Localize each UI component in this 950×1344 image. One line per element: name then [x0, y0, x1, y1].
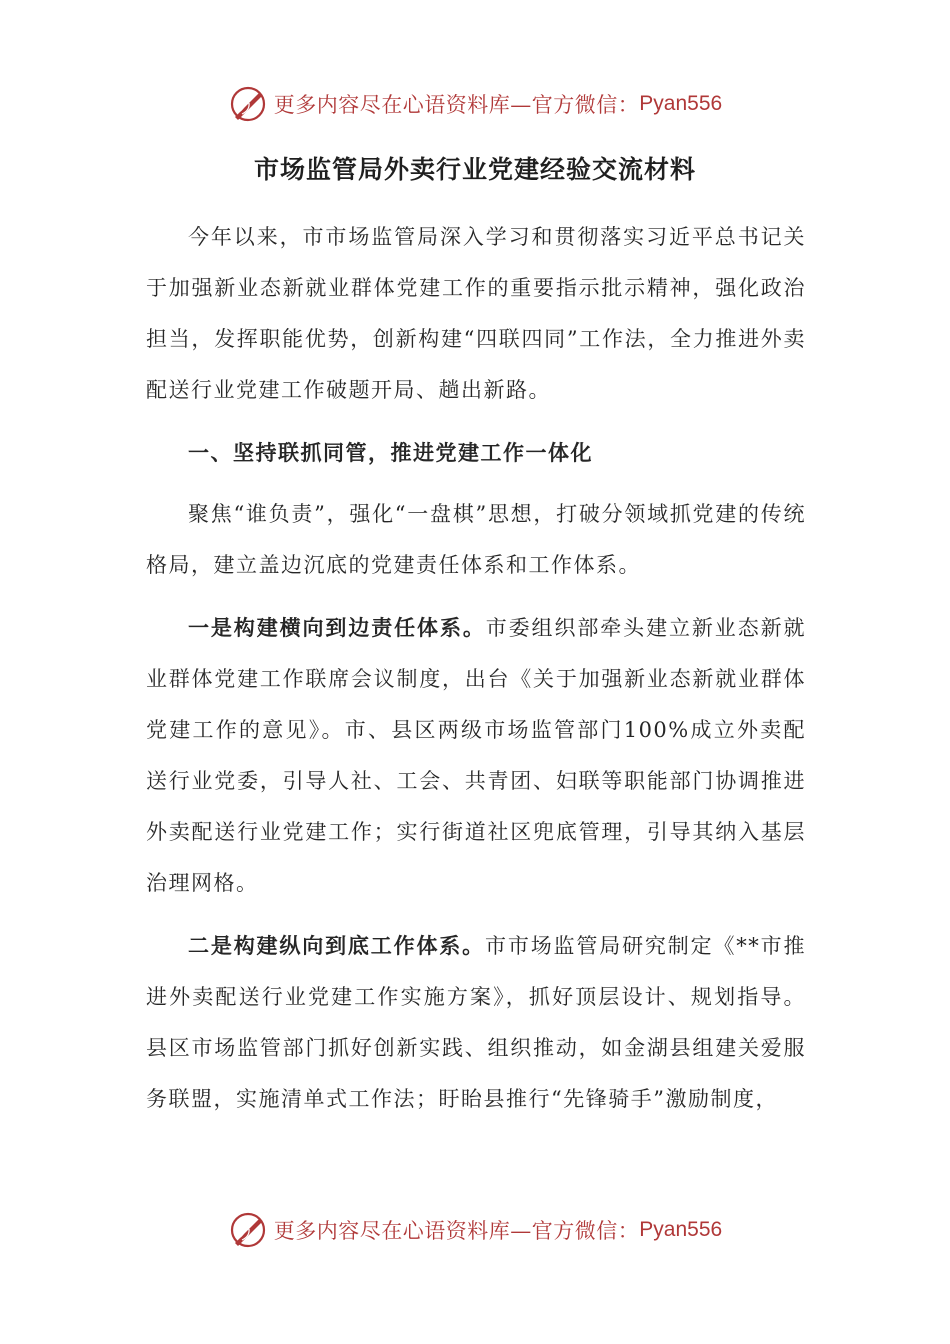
item-1-body: 市委组织部牵头建立新业态新就业群体党建工作联席会议制度，出台《关于加强新业态新就业群体党建工作的意见》。市、县区两级市场监管部门100%成立外卖配送行业党委，引导人社、工会、共青团、妇联等职能部门协调推进外卖配送行业党建工作；实行街道社区兜底管理，引导其纳入基层治理网格。 — [146, 616, 806, 895]
watermark-wechat-id: Pyan556 — [639, 1218, 723, 1241]
item-2-body: 市市场监管局研究制定《**市推进外卖配送行业党建工作实施方案》，抓好顶层设计、规划指导。县区市场监管部门抓好创新实践、组织推动，如金湖县组建关爱服务联盟，实施清单式工作法；盱眙县推行“先锋骑手”激励制度， — [146, 934, 806, 1111]
item-1-lead: 一是构建横向到边责任体系。 — [188, 615, 486, 640]
pen-logo-icon — [228, 1210, 268, 1250]
section-paragraph: 聚焦“谁负责”，强化“一盘棋”思想，打破分领域抓党建的传统格局，建立盖边沉底的党建责任体系和工作体系。 — [146, 502, 806, 577]
watermark-banner-top — [0, 82, 950, 126]
intro-paragraph: 今年以来，市市场监管局深入学习和贯彻落实习近平总书记关于加强新业态新就业群体党建工作的重要指示批示精神，强化政治担当，发挥职能优势，创新构建“四联四同”工作法，全力推进外卖配送行业党建工作破题开局、趟出新路。 — [146, 225, 806, 402]
watermark-text: 更多内容尽在心语资料库—官方微信： — [273, 93, 640, 117]
item-2-lead: 二是构建纵向到底工作体系。 — [188, 933, 485, 958]
watermark-wechat-id: Pyan556 — [639, 92, 723, 115]
section-heading: 一、坚持联抓同管，推进党建工作一体化 — [188, 440, 593, 465]
document-title: 市场监管局外卖行业党建经验交流材料 — [253, 155, 696, 184]
watermark-text: 更多内容尽在心语资料库—官方微信： — [273, 1219, 640, 1243]
item-paragraph-1 — [146, 602, 806, 909]
pen-logo-icon — [228, 84, 268, 124]
item-paragraph-2 — [146, 920, 806, 1125]
document-body — [146, 212, 806, 1125]
watermark-banner-bottom — [0, 1208, 950, 1252]
